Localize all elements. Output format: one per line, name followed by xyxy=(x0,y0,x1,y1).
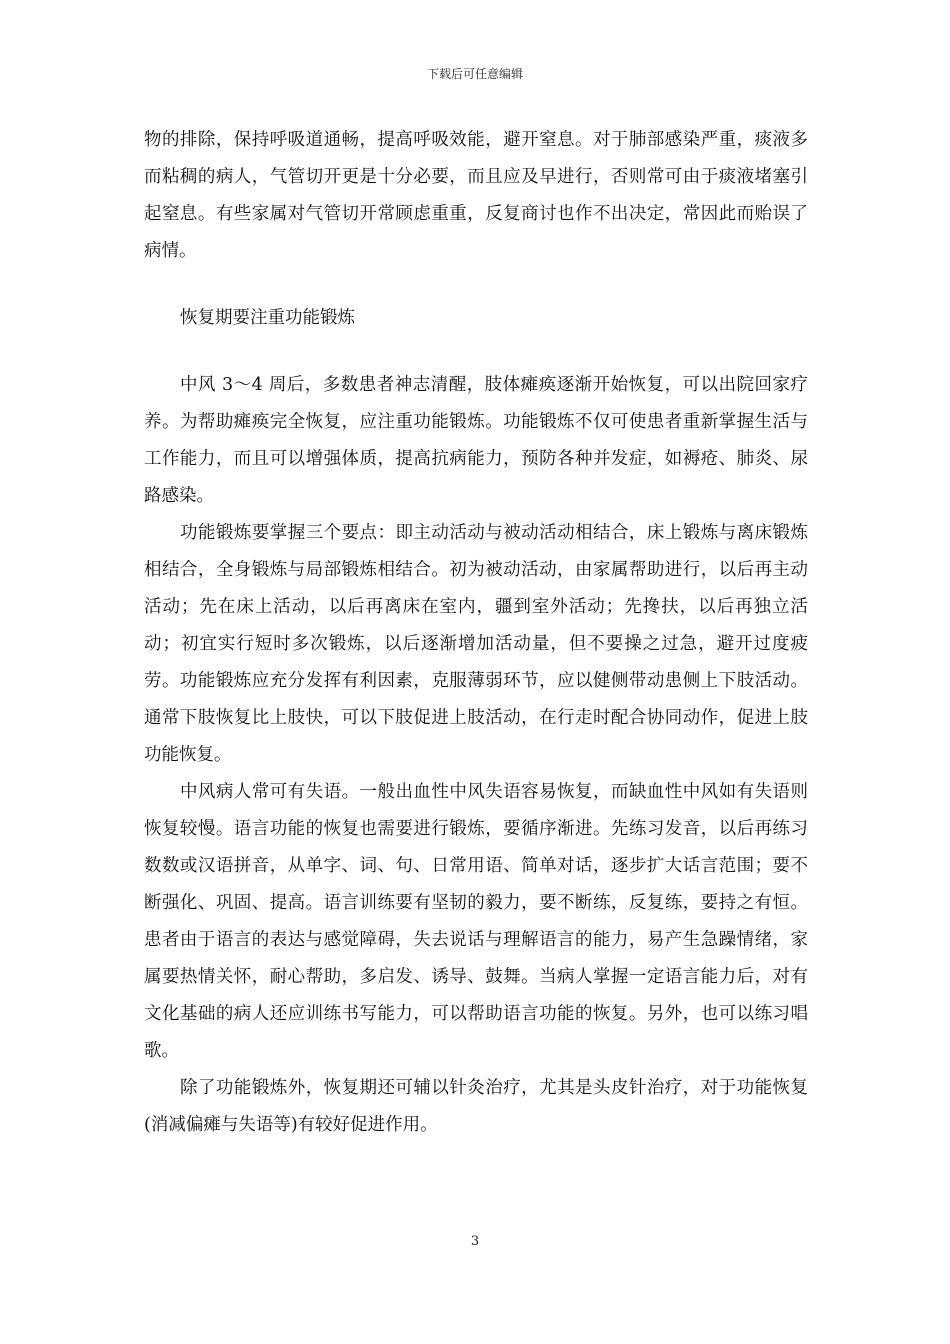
page-number: 3 xyxy=(470,1234,480,1249)
paragraph: 功能锻炼要掌握三个要点：即主动活动与被动活动相结合，床上锻炼与离床锻炼相结合，全身锻炼与局部锻炼相结合。初为被动活动，由家属帮助进行，以后再主动活动；先在床上活动，以后再离床在室内，疆到室外活动；先搀扶，以后再独立活动；初宜实行短时多次锻炼，以后逐渐增加活动量，但不要操之过急，避开过度疲劳。功能锻炼应充分发挥有利因素，克服薄弱环节，应以健侧带动患侧上下肢活动。通常下肢恢复比上肢快，可以下肢促进上肢活动，在行走时配合协同动作，促进上肢功能恢复。 xyxy=(144,523,808,765)
paragraph: 除了功能锻炼外，恢复期还可辅以针灸治疗，尤其是头皮针治疗，对于功能恢复(消减偏瘫与失语等)有较好促进作用。 xyxy=(144,1078,808,1135)
section-heading: 恢复期要注重功能锻炼 xyxy=(180,308,355,328)
paragraph-continuation: 物的排除，保持呼吸道通畅，提高呼吸效能，避开窒息。对于肺部感染严重，痰液多而粘稠的病人，气管切开更是十分必要，而且应及早进行，否则常可由于痰液堵塞引起窒息。有些家属对气管切开常顾虑重重，反复商讨也作不出决定，常因此而贻误了病情。 xyxy=(144,130,808,261)
page-header: 下载后可任意编辑 xyxy=(426,67,523,81)
document-body xyxy=(144,122,808,1144)
paragraph: 中风病人常可有失语。一般出血性中风失语容易恢复，而缺血性中风如有失语则恢复较慢。语言功能的恢复也需要进行锻炼，要循序渐进。先练习发音，以后再练习数数或汉语拼音，从单字、词、句、日常用语、简单对话，逐步扩大话言范围；要不断强化、巩固、提高。语言训练要有坚韧的毅力，要不断练，反复练，要持之有恒。患者由于语言的表达与感觉障碍，失去说话与理解语言的能力，易产生急躁情绪，家属要热情关怀，耐心帮助，多启发、诱导、鼓舞。当病人掌握一定语言能力后，对有文化基础的病人还应训练书写能力，可以帮助语言功能的恢复。另外，也可以练习唱歌。 xyxy=(144,782,808,1061)
paragraph: 中风 3～4 周后，多数患者神志清醒，肢体瘫痪逐渐开始恢复，可以出院回家疗养。为帮助瘫痪完全恢复，应注重功能锻炼。功能锻炼不仅可使患者重新掌握生活与工作能力，而且可以增强体质，提高抗病能力，预防各种并发症，如褥疮、肺炎、尿路感染。 xyxy=(144,375,808,506)
